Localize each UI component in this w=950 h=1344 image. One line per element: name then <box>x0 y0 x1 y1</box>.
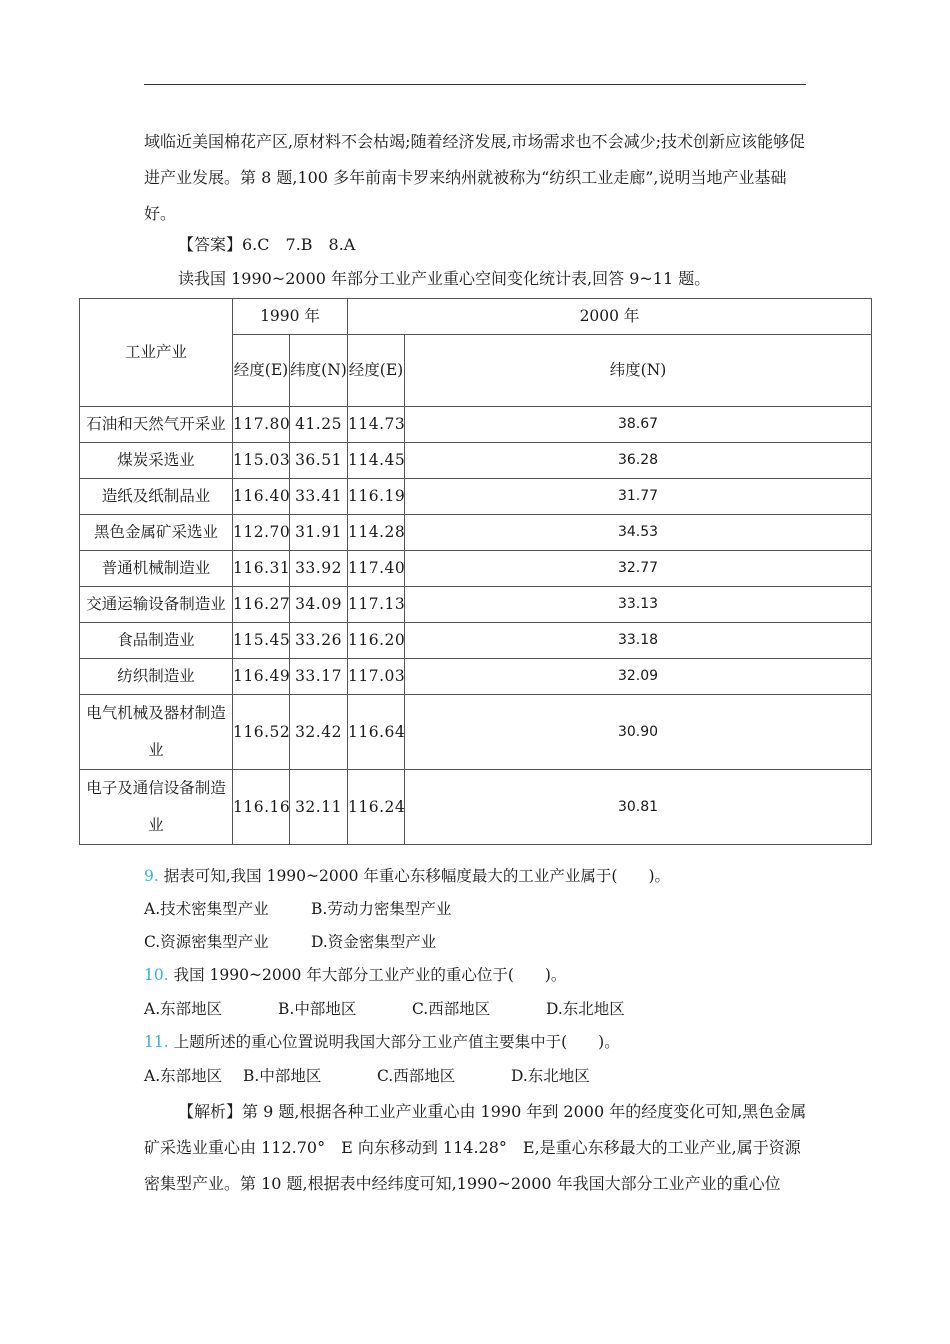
industry-name: 电子及通信设备制造业 <box>80 770 233 845</box>
lat-2000: 33.13 <box>405 587 872 623</box>
q9-option-a: A.技术密集型产业 <box>144 900 269 918</box>
lat-2000: 30.81 <box>405 770 872 845</box>
q10-option-a: A.东部地区 <box>144 1000 223 1018</box>
sub-lon-1990: 经度(E) <box>233 335 290 407</box>
table-row <box>80 770 872 845</box>
industry-centroid-table <box>79 298 872 845</box>
lon-2000: 116.24 <box>348 770 405 845</box>
table-row <box>80 515 872 551</box>
header-industry: 工业产业 <box>80 299 233 407</box>
industry-name: 黑色金属矿采选业 <box>80 515 233 551</box>
industry-name: 纺织制造业 <box>80 659 233 695</box>
lat-1990: 32.11 <box>290 770 348 845</box>
q11-option-b: B.中部地区 <box>243 1067 322 1085</box>
q10-option-b: B.中部地区 <box>278 1000 357 1018</box>
industry-name: 电气机械及器材制造业 <box>80 695 233 770</box>
industry-name: 食品制造业 <box>80 623 233 659</box>
table-row <box>80 443 872 479</box>
lat-1990: 33.92 <box>290 551 348 587</box>
question-11-options <box>144 1065 590 1087</box>
industry-name: 造纸及纸制品业 <box>80 479 233 515</box>
table-row <box>80 479 872 515</box>
question-11 <box>144 1031 620 1053</box>
lon-1990: 117.80 <box>233 407 290 443</box>
question-9-text: 据表可知,我国 1990~2000 年重心东移幅度最大的工业产业属于( )。 <box>163 867 670 885</box>
q9-option-c: C.资源密集型产业 <box>144 933 269 951</box>
q10-option-c: C.西部地区 <box>412 1000 491 1018</box>
lat-2000: 32.77 <box>405 551 872 587</box>
lon-1990: 115.45 <box>233 623 290 659</box>
sub-lat-1990: 纬度(N) <box>290 335 348 407</box>
lon-1990: 115.03 <box>233 443 290 479</box>
lon-2000: 116.19 <box>348 479 405 515</box>
industry-name: 石油和天然气开采业 <box>80 407 233 443</box>
lon-2000: 114.73 <box>348 407 405 443</box>
table-row <box>80 623 872 659</box>
table-row <box>80 695 872 770</box>
sub-lon-2000: 经度(E) <box>348 335 405 407</box>
industry-name: 交通运输设备制造业 <box>80 587 233 623</box>
intro-line: 读我国 1990~2000 年部分工业产业重心空间变化统计表,回答 9~11 题。 <box>178 269 711 288</box>
answer-line: 【答案】6.C 7.B 8.A <box>178 235 356 254</box>
q10-option-d: D.东北地区 <box>546 1000 625 1018</box>
lat-1990: 33.26 <box>290 623 348 659</box>
q11-option-c: C.西部地区 <box>377 1067 456 1085</box>
lat-1990: 31.91 <box>290 515 348 551</box>
lon-2000: 116.20 <box>348 623 405 659</box>
industry-name: 普通机械制造业 <box>80 551 233 587</box>
lat-1990: 41.25 <box>290 407 348 443</box>
lon-1990: 116.31 <box>233 551 290 587</box>
lat-1990: 36.51 <box>290 443 348 479</box>
lon-2000: 117.03 <box>348 659 405 695</box>
question-11-number: 11. <box>144 1033 169 1051</box>
q9-option-d: D.资金密集型产业 <box>311 933 437 951</box>
header-2000: 2000 年 <box>348 299 872 335</box>
table-row <box>80 659 872 695</box>
question-9-number: 9. <box>144 867 159 885</box>
analysis-paragraph: 【解析】第 9 题,根据各种工业产业重心由 1990 年到 2000 年的经度变化可知,黑色金属矿采选业重心由 112.70° E 向东移动到 114.28° E,是重心东移最大的工业产业,属于资源密集型产业。第 10 题,根据表中经纬度可知,1990~2000 年我国大部分工业产业的重心位 <box>144 1102 807 1193</box>
sub-lat-2000: 纬度(N) <box>405 335 872 407</box>
lon-2000: 116.64 <box>348 695 405 770</box>
lat-2000: 34.53 <box>405 515 872 551</box>
lat-1990: 32.42 <box>290 695 348 770</box>
question-10-number: 10. <box>144 966 169 984</box>
lat-1990: 33.17 <box>290 659 348 695</box>
question-10 <box>144 964 566 986</box>
lat-2000: 30.90 <box>405 695 872 770</box>
top-paragraph: 域临近美国棉花产区,原材料不会枯竭;随着经济发展,市场需求也不会减少;技术创新应该能够促进产业发展。第 8 题,100 多年前南卡罗来纳州就被称为“纺织工业走廊”,说明当地产业基础好。 <box>144 132 805 223</box>
question-9-options-row1 <box>144 898 451 920</box>
lon-1990: 116.52 <box>233 695 290 770</box>
table-row <box>80 407 872 443</box>
table-row <box>80 551 872 587</box>
lat-2000: 32.09 <box>405 659 872 695</box>
lon-1990: 116.49 <box>233 659 290 695</box>
lat-2000: 36.28 <box>405 443 872 479</box>
lat-2000: 38.67 <box>405 407 872 443</box>
lon-2000: 114.28 <box>348 515 405 551</box>
lon-1990: 116.40 <box>233 479 290 515</box>
lon-2000: 117.40 <box>348 551 405 587</box>
question-9-options-row2 <box>144 931 436 953</box>
q11-option-d: D.东北地区 <box>511 1067 590 1085</box>
lon-2000: 114.45 <box>348 443 405 479</box>
lon-2000: 117.13 <box>348 587 405 623</box>
question-9 <box>144 865 670 887</box>
question-11-text: 上题所述的重心位置说明我国大部分工业产值主要集中于( )。 <box>173 1033 620 1051</box>
industry-name: 煤炭采选业 <box>80 443 233 479</box>
header-1990: 1990 年 <box>233 299 348 335</box>
lat-2000: 33.18 <box>405 623 872 659</box>
question-10-options <box>144 998 625 1020</box>
lat-1990: 34.09 <box>290 587 348 623</box>
lat-2000: 31.77 <box>405 479 872 515</box>
q9-option-b: B.劳动力密集型产业 <box>311 900 452 918</box>
lon-1990: 116.27 <box>233 587 290 623</box>
lon-1990: 112.70 <box>233 515 290 551</box>
question-10-text: 我国 1990~2000 年大部分工业产业的重心位于( )。 <box>173 966 567 984</box>
lon-1990: 116.16 <box>233 770 290 845</box>
table-row <box>80 587 872 623</box>
header-rule <box>144 84 806 85</box>
lat-1990: 33.41 <box>290 479 348 515</box>
q11-option-a: A.东部地区 <box>144 1067 223 1085</box>
